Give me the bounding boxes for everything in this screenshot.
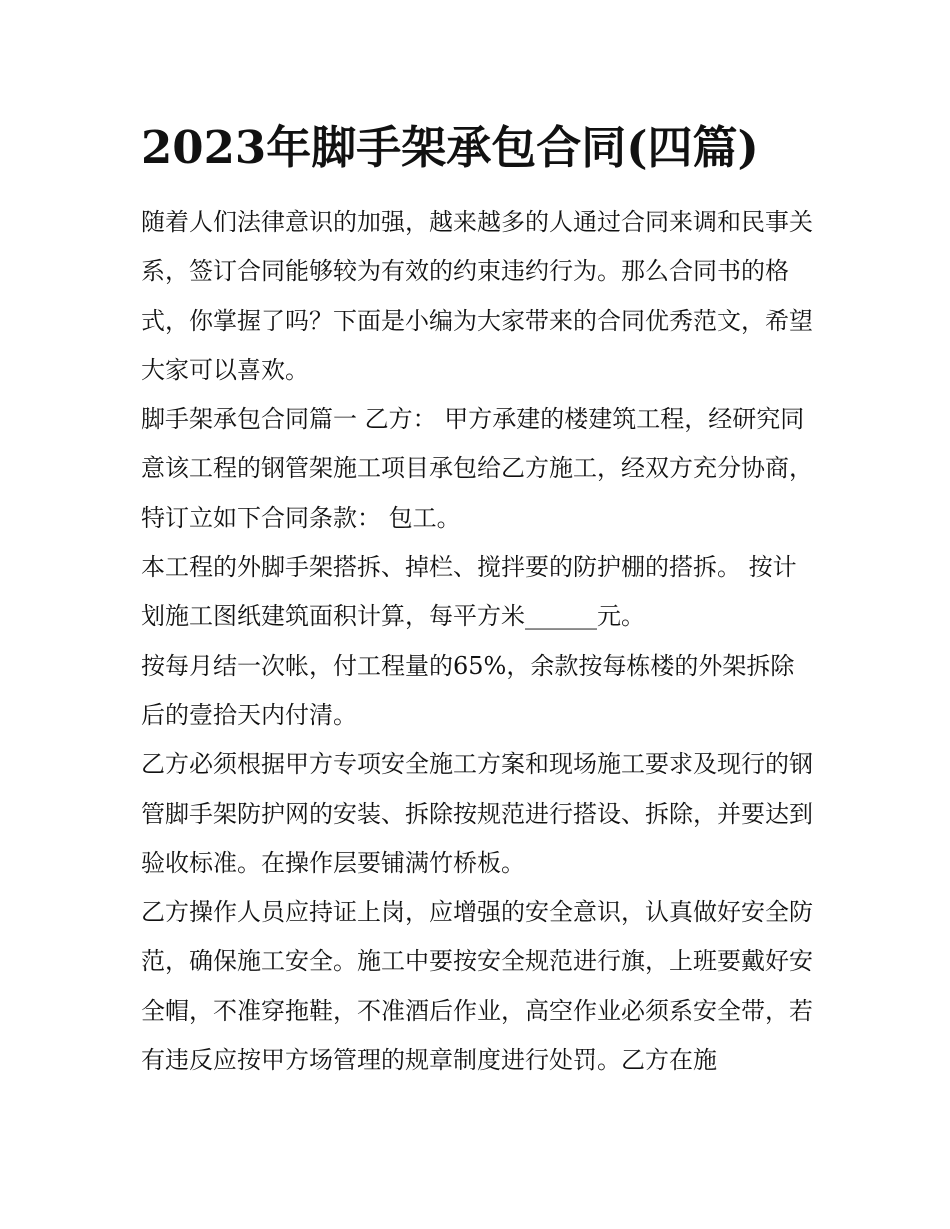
document-page [141, 112, 813, 1085]
paragraph-payment: 按每月结一次帐，付工程量的65%，余款按每栋楼的外架拆除后的壹拾天内付清。 [141, 651, 795, 729]
paragraph-safety: 乙方操作人员应持证上岗，应增强的安全意识，认真做好安全防范，确保施工安全。施工中要按安全规范进行旗，上班要戴好安全帽，不准穿拖鞋，不准酒后作业，高空作业必须系安全带，若有违反应按甲方场管理的规章制度进行处罚。乙方在施 [141, 898, 813, 1075]
paragraph-intro: 随着人们法律意识的加强，越来越多的人通过合同来调和民事关系，签订合同能够较为有效的约束违约行为。那么合同书的格式，你掌握了吗？下面是小编为大家带来的合同优秀范文，希望大家可以喜欢。 [141, 208, 813, 384]
paragraph-contract-one: 脚手架承包合同篇一 乙方： 甲方承建的楼建筑工程，经研究同意该工程的钢管架施工项目承包给乙方施工，经双方充分协商，特订立如下合同条款： 包工。 [141, 405, 813, 532]
paragraph-scope: 本工程的外脚手架搭拆、掉栏、搅拌要的防护棚的搭拆。 按计划施工图纸建筑面积计算，每平方米______元。 [141, 553, 797, 631]
document-title: 2023年脚手架承包合同(四篇) [141, 121, 759, 174]
paragraph-standards: 乙方必须根据甲方专项安全施工方案和现场施工要求及现行的钢管脚手架防护网的安装、拆除按规范进行搭设、拆除，并要达到验收标准。在操作层要铺满竹桥板。 [141, 750, 813, 877]
